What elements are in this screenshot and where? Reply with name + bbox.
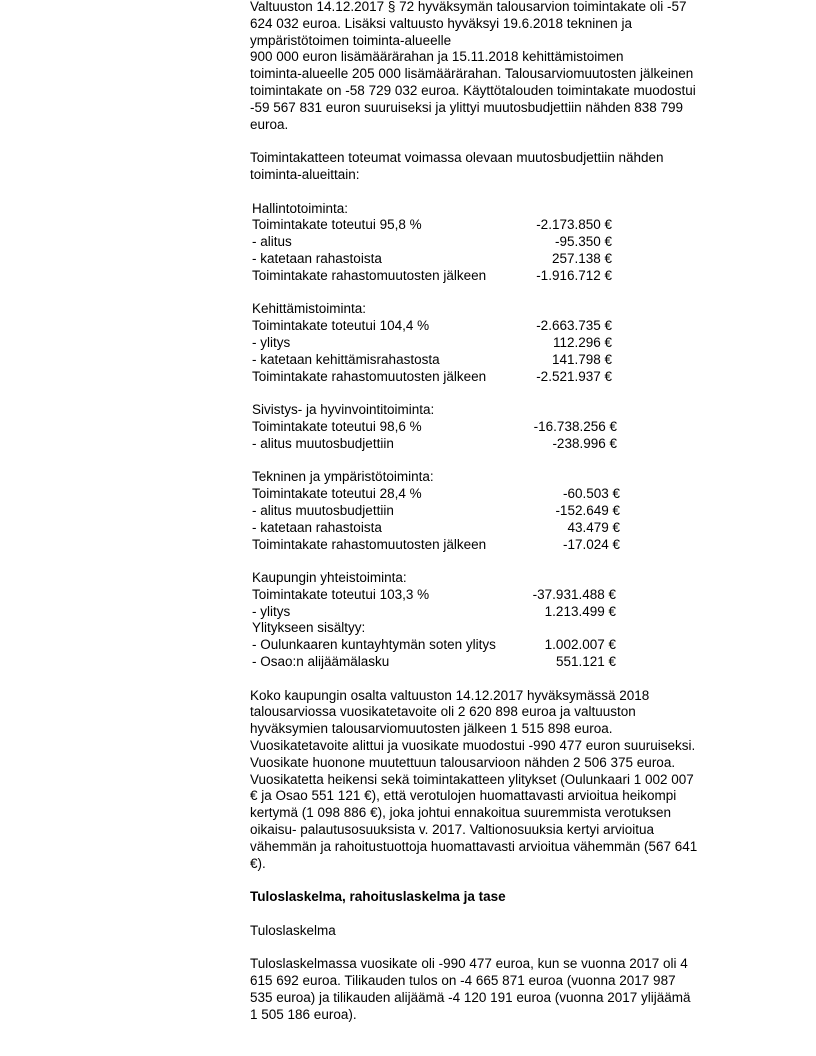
fin-row <box>250 369 612 386</box>
fin-row <box>250 503 620 520</box>
text-line: Vuosikatetta heikensi sekä toimintakatteen ylitykset (Oulunkaari 1 002 007 <box>250 771 694 787</box>
row-value: -2.521.937 € <box>536 368 612 384</box>
text-line: toimintakate on -58 729 032 euroa. Käyttötalouden toimintakate muodostui <box>250 82 696 98</box>
block-header: Sivistys- ja hyvinvointitoiminta: <box>252 402 435 418</box>
tekninen-block <box>250 469 750 553</box>
fin-row <box>250 587 616 604</box>
text-line: ympäristötoimen toiminta-alueelle <box>250 32 452 48</box>
row-label: - Oulunkaaren kuntayhtymän soten ylitys <box>252 637 496 653</box>
row-label: Toimintakate toteutui 98,6 % <box>252 418 422 434</box>
yhteistoiminta-block <box>250 570 750 671</box>
fin-row <box>250 604 616 621</box>
fin-row <box>250 436 617 453</box>
row-label: - katetaan rahastoista <box>252 519 382 535</box>
row-label: - alitus muutosbudjettiin <box>252 502 394 518</box>
row-label: - Osao:n alijäämälasku <box>252 654 390 670</box>
koko-kaupunki-paragraph <box>250 688 750 873</box>
fin-row <box>250 234 612 251</box>
text-line: kertymä (1 098 886 €), joka johtui ennakoitua suuremmista verotuksen <box>250 805 671 821</box>
section-heading: Tuloslaskelma, rahoituslaskelma ja tase <box>250 889 506 905</box>
block-subheader: Ylitykseen sisältyy: <box>252 620 366 636</box>
row-label: - alitus <box>252 234 292 250</box>
fin-row <box>250 537 620 554</box>
row-label: Toimintakate rahastomuutosten jälkeen <box>252 368 487 384</box>
subsection-heading-text: Tuloslaskelma <box>250 922 336 938</box>
tuloslaskelma-paragraph <box>250 956 750 1023</box>
hallintotoiminta-block <box>250 201 750 285</box>
document-page <box>250 0 750 1024</box>
row-label: - ylitys <box>252 334 291 350</box>
row-value: 257.138 € <box>551 250 612 266</box>
sivistys-block <box>250 402 750 452</box>
block-header: Kehittämistoiminta: <box>252 301 367 317</box>
fin-row <box>250 268 612 285</box>
kehittamistoiminta-block <box>250 301 750 385</box>
text-line: Toimintakatteen toteumat voimassa olevaan muutosbudjettiin nähden <box>250 150 664 166</box>
row-value: 112.296 € <box>552 334 612 350</box>
row-value: 1.213.499 € <box>544 603 616 619</box>
block-header: Tekninen ja ympäristötoiminta: <box>252 469 434 485</box>
row-label: - katetaan kehittämisrahastosta <box>252 351 440 367</box>
text-line: oikaisu- palautusosuuksista v. 2017. Valtionosuuksia kertyi arvioitua <box>250 822 654 838</box>
row-value: -238.996 € <box>552 435 617 451</box>
row-value: -95.350 € <box>554 234 612 250</box>
row-value: -17.024 € <box>562 536 620 552</box>
text-line: talousarviossa vuosikatetavoite oli 2 620 898 euroa ja valtuuston <box>250 704 636 720</box>
fin-row <box>250 637 616 654</box>
text-line: vähemmän ja rahoitustuottoja huomattavasti arvioitua vähemmän (567 641 <box>250 838 698 854</box>
row-value: -60.503 € <box>562 486 620 502</box>
text-line: 900 000 euron lisämäärärahan ja 15.11.2018 kehittämistoimen <box>250 49 624 65</box>
row-value: -1.916.712 € <box>536 267 612 283</box>
text-line: toiminta-alueelle 205 000 lisämäärärahan. Talousarviomuutosten jälkeinen <box>250 66 694 82</box>
row-value: 551.121 € <box>555 654 616 670</box>
text-line: Tuloslaskelmassa vuosikate oli -990 477 euroa, kun se vuonna 2017 oli 4 <box>250 956 688 972</box>
row-value: 43.479 € <box>567 519 620 535</box>
row-value: -16.738.256 € <box>533 418 617 434</box>
row-label: Toimintakate toteutui 95,8 % <box>252 217 422 233</box>
text-line: Vuosikate huonone muutettuun talousarvioon nähden 2 506 375 euroa. <box>250 754 676 770</box>
fin-row <box>250 335 612 352</box>
row-label: - alitus muutosbudjettiin <box>252 435 394 451</box>
fin-row <box>250 486 620 503</box>
text-line: Vuosikatetavoite alittui ja vuosikate muodostui -990 477 euron suuruiseksi. <box>250 738 696 754</box>
row-value: -2.173.850 € <box>536 217 612 233</box>
row-label: Toimintakate toteutui 28,4 % <box>252 486 422 502</box>
row-label: - ylitys <box>252 603 291 619</box>
row-value: 141.798 € <box>551 351 612 367</box>
text-line: 615 692 euroa. Tilikauden tulos on -4 665 871 euroa (vuonna 2017 987 <box>250 973 676 989</box>
fin-row <box>250 520 620 537</box>
block-header: Kaupungin yhteistoiminta: <box>252 570 407 586</box>
text-line: €). <box>250 855 266 871</box>
toteumat-intro-paragraph <box>250 150 750 184</box>
fin-row <box>250 419 617 436</box>
row-label: Toimintakate toteutui 104,4 % <box>252 318 430 334</box>
fin-row <box>250 352 612 369</box>
text-line: € ja Osao 551 121 €), että verotulojen huomattavasti arvioitua heikompi <box>250 788 677 804</box>
fin-row <box>250 217 612 234</box>
fin-row <box>250 318 612 335</box>
text-line: toiminta-alueittain: <box>250 166 360 182</box>
fin-row <box>250 654 616 671</box>
row-label: Toimintakate toteutui 103,3 % <box>252 586 430 602</box>
intro-paragraph <box>250 0 750 133</box>
text-line: 624 032 euroa. Lisäksi valtuusto hyväksyi 19.6.2018 tekninen ja <box>250 15 633 31</box>
row-label: Toimintakate rahastomuutosten jälkeen <box>252 267 487 283</box>
text-line: Koko kaupungin osalta valtuuston 14.12.2017 hyväksymässä 2018 <box>250 687 650 703</box>
row-value: -152.649 € <box>555 502 620 518</box>
text-line: -59 567 831 euron suuruiseksi ja ylittyi muutosbudjettiin nähden 838 799 <box>250 99 684 115</box>
row-value: 1.002.007 € <box>544 637 616 653</box>
text-line: 1 505 186 euroa). <box>250 1006 357 1022</box>
row-label: - katetaan rahastoista <box>252 250 382 266</box>
text-line: Valtuuston 14.12.2017 § 72 hyväksymän talousarvion toimintakate oli -57 <box>250 0 687 14</box>
row-value: -2.663.735 € <box>536 318 612 334</box>
text-line: hyväksymien talousarviomuutosten jälkeen 1 515 898 euroa. <box>250 721 613 737</box>
row-value: -37.931.488 € <box>532 586 616 602</box>
row-label: Toimintakate rahastomuutosten jälkeen <box>252 536 487 552</box>
text-line: 535 euroa) ja tilikauden alijäämä -4 120 191 euroa (vuonna 2017 ylijäämä <box>250 990 691 1006</box>
text-line: euroa. <box>250 116 289 132</box>
block-header: Hallintotoiminta: <box>252 200 349 216</box>
fin-row <box>250 251 612 268</box>
subsection-heading <box>250 923 750 940</box>
